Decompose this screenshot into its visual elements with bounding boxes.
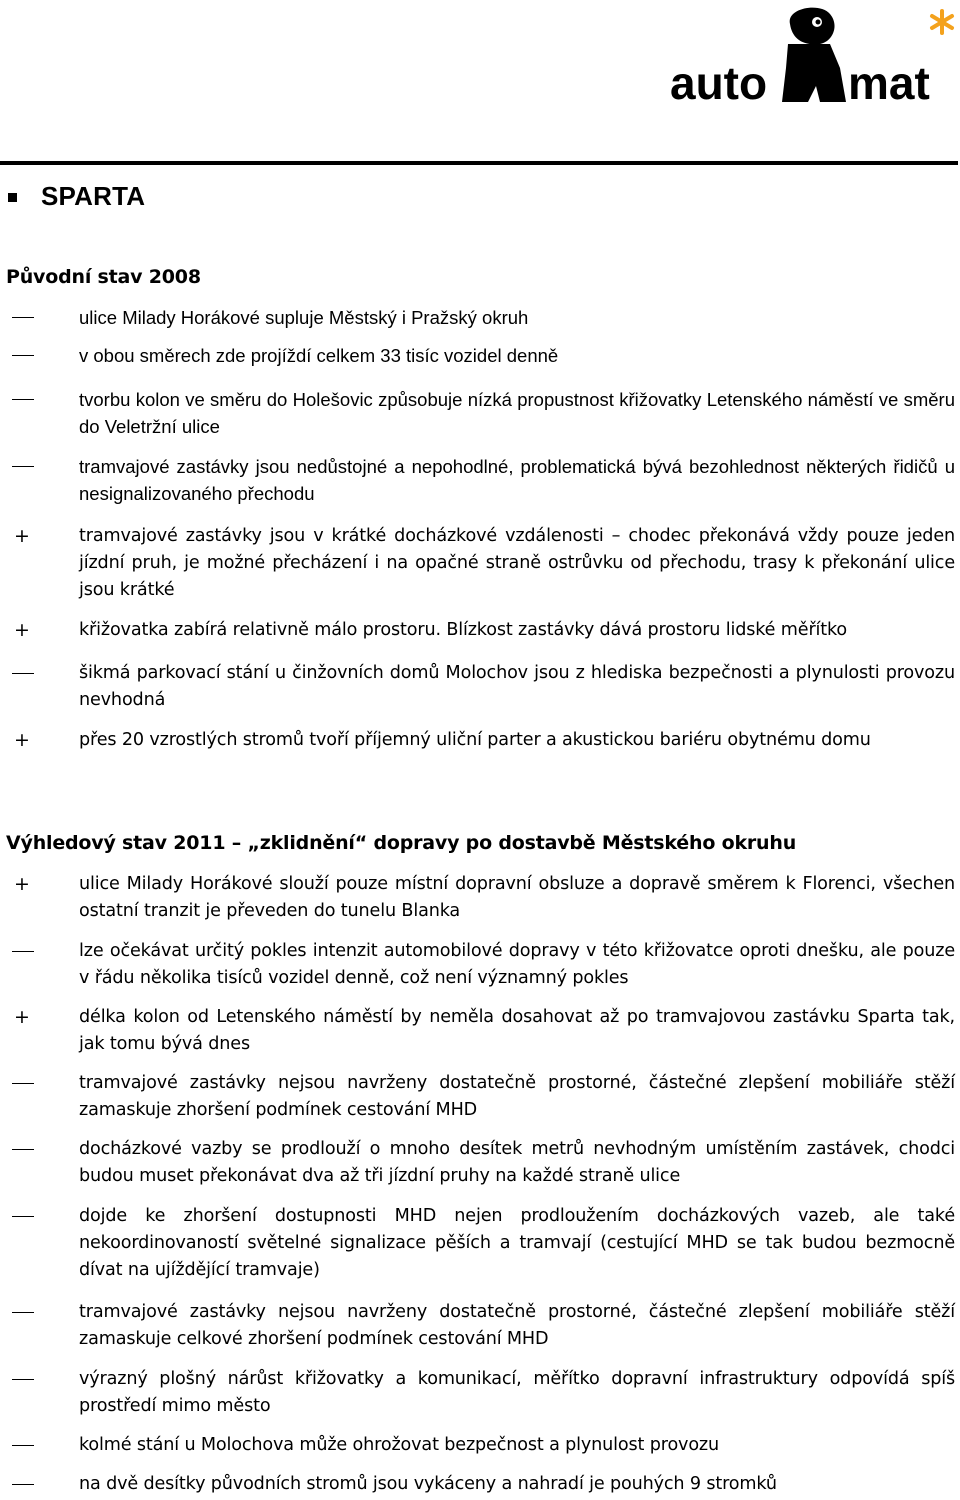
minus-icon xyxy=(12,342,36,369)
list-item-text: docházkové vazby se prodlouží o mnoho desítek metrů nevhodným umístěním zastávek, chodci budou muset překonávat dva až tři jízdní pruhy na každé straně ulice xyxy=(79,1139,955,1186)
list-item-text: na dvě desítky původních stromů jsou vykáceny a nahradí je pouhých 9 stromků xyxy=(79,1474,777,1494)
minus-icon xyxy=(12,938,36,965)
list-item-text: tramvajové zastávky jsou v krátké docházkové vzdálenosti – chodec překonává vždy pouze jeden jízdní pruh, je možné přecházení i na opačné straně ostrůvku od přechodu, trasy k překonání ulice jsou krátké xyxy=(79,526,955,600)
list-item-text: délka kolon od Letenského náměstí by neměla dosahovat až po tramvajovou zastávku Sparta tak, jak tomu bývá dnes xyxy=(79,1007,955,1054)
logo-text-mat: mat xyxy=(848,57,930,104)
plus-icon xyxy=(12,1004,36,1031)
plus-icon xyxy=(12,617,36,644)
minus-icon xyxy=(12,1203,36,1230)
automat-figure-logo-icon xyxy=(670,4,955,104)
list-item-text: v obou směrech zde projíždí celkem 33 tisíc vozidel denně xyxy=(79,345,559,366)
section-title xyxy=(8,178,145,214)
list-item-text: tvorbu kolon ve směru do Holešovic způsobuje nízká propustnost křižovatky Letenského náměstí ve směru do Veletržní ulice xyxy=(79,389,955,437)
minus-icon xyxy=(12,386,36,413)
automat-logo xyxy=(670,4,955,104)
list-item-text: lze očekávat určitý pokles intenzit automobilové dopravy v této křižovatce oproti dnešku, ale pouze v řádu několika tisíců vozidel denně, což není významný pokles xyxy=(79,941,955,988)
list-item-text: tramvajové zastávky nejsou navrženy dostatečně prostorné, částečné zlepšení mobiliáře stěží zamaskuje celkové zhoršení podmínek cestování MHD xyxy=(79,1302,955,1349)
list-item-text: výrazný plošný nárůst křižovatky a komunikací, měřítko dopravní infrastruktury odpovídá spíš prostředí mimo město xyxy=(79,1369,955,1416)
list-item-text: ulice Milady Horákové slouží pouze místní dopravní obsluze a dopravě směrem k Florenci, všechen ostatní tranzit je převeden do tunelu Blanka xyxy=(79,874,955,921)
figure-head xyxy=(790,8,835,45)
list-item-text: kolmé stání u Molochova může ohrožovat bezpečnost a plynulost provozu xyxy=(79,1435,720,1455)
minus-icon xyxy=(12,1366,36,1393)
minus-icon xyxy=(12,660,36,687)
list-item-text: dojde ke zhoršení dostupnosti MHD nejen prodloužením docházkových vazeb, ale také nekoordinovaností světelné signalizace pěších a tramvají (cestující MHD se tak budou bezmocně dívat na ujíždějící tramvaje) xyxy=(79,1206,955,1280)
heading-original-state: Původní stav 2008 xyxy=(6,266,201,288)
minus-icon xyxy=(12,1070,36,1097)
list-item-text: ulice Milady Horákové supluje Městský i Pražský okruh xyxy=(79,307,529,328)
plus-icon xyxy=(12,523,36,550)
section-title-text: SPARTA xyxy=(41,180,146,211)
logo-text-auto: auto xyxy=(670,57,768,104)
minus-icon xyxy=(12,1432,36,1459)
figure-body xyxy=(782,44,846,102)
square-bullet-icon xyxy=(8,193,17,202)
plus-icon xyxy=(12,871,36,898)
minus-icon xyxy=(12,1471,36,1498)
minus-icon xyxy=(12,1136,36,1163)
list-item-text: přes 20 vzrostlých stromů tvoří příjemný uliční parter a akustickou bariéru obytnému domu xyxy=(79,730,871,750)
heading-outlook-state: Výhledový stav 2011 – „zklidnění“ dopravy po dostavbě Městského okruhu xyxy=(6,832,797,854)
header-rule xyxy=(0,161,958,165)
list-item-text: tramvajové zastávky nejsou navrženy dostatečně prostorné, částečné zlepšení mobiliáře stěží zamaskuje zhoršení podmínek cestování MHD xyxy=(79,1073,955,1120)
list-item-text: křižovatka zabírá relativně málo prostoru. Blízkost zastávky dává prostoru lidské měřítko xyxy=(79,620,848,640)
minus-icon xyxy=(12,453,36,480)
plus-icon xyxy=(12,727,36,754)
minus-icon xyxy=(12,304,36,331)
list-item-text: šikmá parkovací stání u činžovních domů Molochov jsou z hlediska bezpečnosti a plynulosti provozu nevhodná xyxy=(79,663,955,710)
minus-icon xyxy=(12,1299,36,1326)
list-item-text: tramvajové zastávky jsou nedůstojné a nepohodlné, problematická bývá bezohlednost některých řidičů u nesignalizovaného přechodu xyxy=(79,456,955,504)
asterisk-icon xyxy=(932,11,952,33)
